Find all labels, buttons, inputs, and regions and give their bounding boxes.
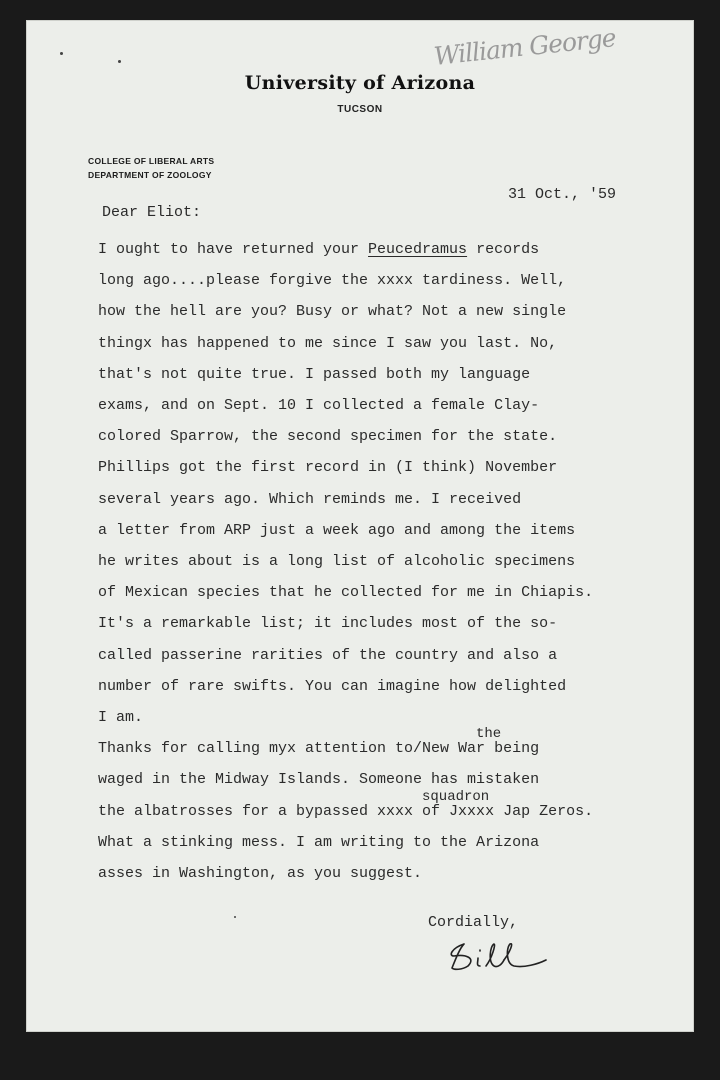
body-text: records	[467, 241, 540, 258]
body-line: several years ago. Which reminds me. I received	[98, 490, 522, 508]
species-name-underlined: Peucedramus	[368, 241, 468, 258]
body-line: waged in the Midway Islands. Someone has mistaken	[98, 771, 540, 789]
body-line: thingx has happened to me since I saw you last. No,	[98, 334, 558, 352]
letter-body	[98, 234, 688, 889]
body-line: number of rare swifts. You can imagine how delighted	[98, 677, 567, 695]
body-line: I am.	[98, 709, 144, 727]
paper-speck	[118, 60, 121, 63]
body-text: the albatrosses for a bypassed xxxx of Jxxxx Jap Zeros.	[98, 802, 594, 820]
body-line: how the hell are you? Busy or what? Not a new single	[98, 303, 567, 321]
body-line: It's a remarkable list; it includes most of the so-	[98, 615, 558, 633]
letter-page	[26, 20, 694, 1032]
body-line	[98, 234, 688, 265]
paper-speck	[60, 52, 63, 55]
body-line: long ago....please forgive the xxxx tardiness. Well,	[98, 272, 567, 290]
letterhead-institution: University of Arizona	[244, 72, 476, 94]
body-line: of Mexican species that he collected for me in Chiapis.	[98, 584, 594, 602]
handwritten-annotation: William George	[432, 23, 617, 71]
letterhead-department-block	[88, 154, 214, 182]
letter-date: 31 Oct., '59	[508, 186, 617, 203]
letterhead-college: COLLEGE OF LIBERAL ARTS	[88, 156, 215, 166]
paper-speck	[234, 916, 236, 918]
closing: Cordially,	[428, 914, 519, 931]
body-line: asses in Washington, as you suggest.	[98, 865, 423, 883]
body-line-with-insertion	[98, 726, 688, 764]
body-line: called passerine rarities of the country and also a	[98, 646, 558, 664]
typed-insertion: the	[476, 726, 502, 743]
body-line: Phillips got the first record in (I think) November	[98, 459, 558, 477]
body-text: I ought to have returned your	[98, 241, 369, 258]
body-line: colored Sparrow, the second specimen for the state.	[98, 428, 558, 446]
body-line: a letter from ARP just a week ago and among the items	[98, 521, 576, 539]
letterhead-city: TUCSON	[337, 104, 383, 115]
body-line: that's not quite true. I passed both my language	[98, 365, 531, 383]
body-line: What a stinking mess. I am writing to the Arizona	[98, 833, 540, 851]
typed-insertion: squadron	[422, 788, 490, 805]
body-line: exams, and on Sept. 10 I collected a female Clay-	[98, 397, 540, 415]
body-line-with-insertion	[98, 788, 688, 827]
letterhead-department: DEPARTMENT OF ZOOLOGY	[88, 170, 212, 180]
body-text: Thanks for calling myx attention to/New War being	[98, 740, 540, 758]
signature-drawing	[442, 938, 552, 978]
handwritten-signature	[442, 938, 552, 983]
salutation: Dear Eliot:	[102, 204, 202, 221]
body-line: he writes about is a long list of alcoholic specimens	[98, 553, 576, 571]
